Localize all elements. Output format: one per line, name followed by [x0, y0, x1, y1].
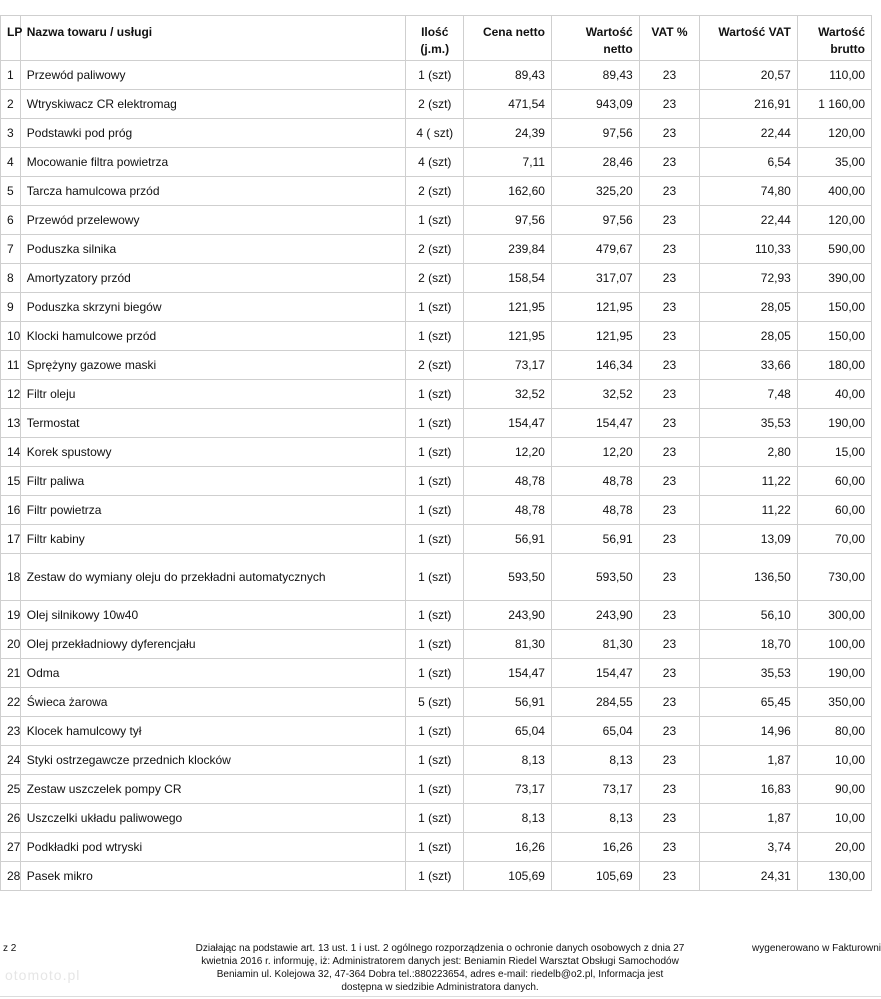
cell-net-price: 158,54: [464, 264, 552, 293]
cell-vat-value: 72,93: [700, 264, 798, 293]
cell-net-price: 105,69: [464, 862, 552, 891]
cell-qty: 4 (szt): [406, 148, 464, 177]
cell-vat-rate: 23: [639, 601, 700, 630]
cell-net-price: 243,90: [464, 601, 552, 630]
cell-net-value: 48,78: [551, 467, 639, 496]
cell-name: Odma: [20, 659, 405, 688]
cell-name: Mocowanie filtra powietrza: [20, 148, 405, 177]
cell-qty: 1 (szt): [406, 659, 464, 688]
col-qty-line2: (j.m.): [420, 42, 450, 56]
cell-vat-rate: 23: [639, 148, 700, 177]
table-row: [1, 322, 872, 351]
cell-vat-rate: 23: [639, 775, 700, 804]
cell-vat-rate: 23: [639, 746, 700, 775]
cell-net-price: 81,30: [464, 630, 552, 659]
cell-name: Tarcza hamulcowa przód: [20, 177, 405, 206]
cell-qty: 1 (szt): [406, 862, 464, 891]
cell-vat-rate: 23: [639, 61, 700, 90]
cell-net-price: 471,54: [464, 90, 552, 119]
cell-lp: 2: [1, 90, 21, 119]
table-row: [1, 688, 872, 717]
cell-lp: 14: [1, 438, 21, 467]
cell-vat-rate: 23: [639, 688, 700, 717]
cell-net-value: 48,78: [551, 496, 639, 525]
cell-qty: 1 (szt): [406, 206, 464, 235]
cell-net-value: 8,13: [551, 804, 639, 833]
cell-lp: 1: [1, 61, 21, 90]
header-row: [1, 16, 872, 61]
col-gross-value-line1: Wartość: [818, 25, 865, 39]
cell-net-value: 154,47: [551, 409, 639, 438]
cell-net-price: 24,39: [464, 119, 552, 148]
table-row: [1, 496, 872, 525]
cell-gross-value: 350,00: [797, 688, 871, 717]
cell-gross-value: 70,00: [797, 525, 871, 554]
cell-net-price: 12,20: [464, 438, 552, 467]
cell-vat-rate: 23: [639, 351, 700, 380]
cell-name: Styki ostrzegawcze przednich klocków: [20, 746, 405, 775]
cell-lp: 16: [1, 496, 21, 525]
cell-net-value: 89,43: [551, 61, 639, 90]
table-row: [1, 90, 872, 119]
cell-vat-value: 3,74: [700, 833, 798, 862]
cell-net-price: 48,78: [464, 467, 552, 496]
cell-lp: 5: [1, 177, 21, 206]
cell-qty: 2 (szt): [406, 264, 464, 293]
generator-note: wygenerowano w Fakturowni: [752, 943, 881, 954]
cell-qty: 2 (szt): [406, 177, 464, 206]
cell-net-value: 317,07: [551, 264, 639, 293]
cell-gross-value: 390,00: [797, 264, 871, 293]
table-row: [1, 467, 872, 496]
table-row: [1, 554, 872, 601]
cell-vat-rate: 23: [639, 804, 700, 833]
cell-lp: 13: [1, 409, 21, 438]
cell-net-value: 479,67: [551, 235, 639, 264]
cell-net-price: 121,95: [464, 322, 552, 351]
cell-qty: 1 (szt): [406, 293, 464, 322]
table-row: [1, 804, 872, 833]
cell-lp: 7: [1, 235, 21, 264]
cell-net-price: 56,91: [464, 525, 552, 554]
col-net-value-line1: Wartość: [585, 25, 633, 39]
cell-net-value: 154,47: [551, 659, 639, 688]
cell-lp: 9: [1, 293, 21, 322]
cell-vat-rate: 23: [639, 177, 700, 206]
cell-net-price: 154,47: [464, 409, 552, 438]
cell-qty: 2 (szt): [406, 90, 464, 119]
cell-gross-value: 180,00: [797, 351, 871, 380]
table-row: [1, 525, 872, 554]
cell-gross-value: 120,00: [797, 206, 871, 235]
cell-name: Filtr kabiny: [20, 525, 405, 554]
table-row: [1, 380, 872, 409]
cell-net-price: 593,50: [464, 554, 552, 601]
cell-vat-value: 20,57: [700, 61, 798, 90]
cell-vat-value: 18,70: [700, 630, 798, 659]
cell-gross-value: 60,00: [797, 467, 871, 496]
cell-lp: 8: [1, 264, 21, 293]
cell-vat-value: 28,05: [700, 322, 798, 351]
cell-vat-value: 56,10: [700, 601, 798, 630]
cell-net-price: 73,17: [464, 775, 552, 804]
cell-gross-value: 35,00: [797, 148, 871, 177]
cell-gross-value: 80,00: [797, 717, 871, 746]
cell-vat-rate: 23: [639, 833, 700, 862]
cell-lp: 24: [1, 746, 21, 775]
cell-vat-rate: 23: [639, 206, 700, 235]
cell-vat-value: 6,54: [700, 148, 798, 177]
cell-net-value: 16,26: [551, 833, 639, 862]
cell-name: Podstawki pod próg: [20, 119, 405, 148]
cell-vat-value: 24,31: [700, 862, 798, 891]
cell-gross-value: 20,00: [797, 833, 871, 862]
page-footer: [0, 938, 881, 999]
table-row: [1, 630, 872, 659]
table-row: [1, 293, 872, 322]
cell-net-price: 8,13: [464, 804, 552, 833]
gdpr-notice: Działając na podstawie art. 13 ust. 1 i ust. 2 ogólnego rozporządzenia o ochronie danych osobowych z dnia 27 kwietnia 2016 r. informuję, iż: Administratorem danych jest: Beniamin Riedel Warsztat Obsługi Samochodów Beniamin ul. Kolejowa 32, 47-364 Dobra tel.:880223654, adres e-mail: riedelb@o2.pl, Informacja jest dostępna w siedzibie Administratora danych.: [195, 943, 685, 993]
cell-vat-rate: 23: [639, 659, 700, 688]
cell-lp: 26: [1, 804, 21, 833]
cell-vat-rate: 23: [639, 438, 700, 467]
cell-gross-value: 120,00: [797, 119, 871, 148]
cell-lp: 12: [1, 380, 21, 409]
cell-vat-value: 14,96: [700, 717, 798, 746]
cell-vat-value: 22,44: [700, 206, 798, 235]
cell-name: Filtr paliwa: [20, 467, 405, 496]
cell-vat-rate: 23: [639, 293, 700, 322]
table-row: [1, 659, 872, 688]
cell-vat-value: 1,87: [700, 746, 798, 775]
cell-lp: 17: [1, 525, 21, 554]
cell-name: Amortyzatory przód: [20, 264, 405, 293]
cell-name: Poduszka skrzyni biegów: [20, 293, 405, 322]
cell-gross-value: 130,00: [797, 862, 871, 891]
cell-name: Poduszka silnika: [20, 235, 405, 264]
cell-qty: 1 (szt): [406, 467, 464, 496]
cell-qty: 1 (szt): [406, 525, 464, 554]
table-header: [1, 16, 872, 61]
cell-qty: 1 (szt): [406, 717, 464, 746]
table-row: [1, 438, 872, 467]
cell-net-value: 97,56: [551, 119, 639, 148]
cell-net-value: 73,17: [551, 775, 639, 804]
col-gross-value: [797, 16, 871, 61]
cell-gross-value: 150,00: [797, 293, 871, 322]
cell-gross-value: 110,00: [797, 61, 871, 90]
cell-gross-value: 190,00: [797, 659, 871, 688]
col-net-price: Cena netto: [464, 16, 552, 61]
cell-lp: 19: [1, 601, 21, 630]
cell-lp: 3: [1, 119, 21, 148]
table-row: [1, 746, 872, 775]
table-row: [1, 775, 872, 804]
cell-vat-value: 2,80: [700, 438, 798, 467]
invoice-items-table: [0, 15, 872, 891]
cell-net-value: 12,20: [551, 438, 639, 467]
cell-lp: 11: [1, 351, 21, 380]
table-row: [1, 264, 872, 293]
cell-net-value: 146,34: [551, 351, 639, 380]
table-row: [1, 148, 872, 177]
cell-vat-rate: 23: [639, 409, 700, 438]
cell-vat-value: 35,53: [700, 409, 798, 438]
cell-net-price: 73,17: [464, 351, 552, 380]
cell-name: Klocek hamulcowy tył: [20, 717, 405, 746]
table-row: [1, 351, 872, 380]
cell-gross-value: 60,00: [797, 496, 871, 525]
cell-qty: 1 (szt): [406, 630, 464, 659]
cell-net-value: 593,50: [551, 554, 639, 601]
cell-qty: 1 (szt): [406, 833, 464, 862]
cell-lp: 6: [1, 206, 21, 235]
cell-net-value: 65,04: [551, 717, 639, 746]
cell-qty: 1 (szt): [406, 746, 464, 775]
cell-lp: 28: [1, 862, 21, 891]
cell-net-value: 56,91: [551, 525, 639, 554]
table-row: [1, 862, 872, 891]
cell-vat-rate: 23: [639, 119, 700, 148]
cell-gross-value: 90,00: [797, 775, 871, 804]
col-name: Nazwa towaru / usługi: [20, 16, 405, 61]
table-row: [1, 206, 872, 235]
cell-vat-rate: 23: [639, 496, 700, 525]
cell-gross-value: 10,00: [797, 804, 871, 833]
cell-net-price: 48,78: [464, 496, 552, 525]
cell-net-price: 16,26: [464, 833, 552, 862]
table-body: [1, 61, 872, 891]
cell-lp: 15: [1, 467, 21, 496]
cell-name: Świeca żarowa: [20, 688, 405, 717]
cell-net-price: 7,11: [464, 148, 552, 177]
cell-net-value: 243,90: [551, 601, 639, 630]
cell-name: Zestaw uszczelek pompy CR: [20, 775, 405, 804]
cell-name: Filtr powietrza: [20, 496, 405, 525]
cell-name: Olej przekładniowy dyferencjału: [20, 630, 405, 659]
cell-vat-rate: 23: [639, 235, 700, 264]
cell-net-value: 8,13: [551, 746, 639, 775]
cell-vat-value: 65,45: [700, 688, 798, 717]
cell-net-price: 32,52: [464, 380, 552, 409]
cell-qty: 1 (szt): [406, 380, 464, 409]
cell-gross-value: 190,00: [797, 409, 871, 438]
cell-gross-value: 730,00: [797, 554, 871, 601]
cell-vat-value: 1,87: [700, 804, 798, 833]
cell-vat-rate: 23: [639, 380, 700, 409]
cell-qty: 1 (szt): [406, 775, 464, 804]
cell-vat-value: 74,80: [700, 177, 798, 206]
cell-name: Filtr oleju: [20, 380, 405, 409]
cell-vat-value: 11,22: [700, 467, 798, 496]
cell-gross-value: 150,00: [797, 322, 871, 351]
cell-lp: 20: [1, 630, 21, 659]
cell-net-value: 121,95: [551, 322, 639, 351]
cell-qty: 1 (szt): [406, 61, 464, 90]
cell-gross-value: 10,00: [797, 746, 871, 775]
col-net-value-line2: netto: [603, 42, 633, 56]
cell-name: Wtryskiwacz CR elektromag: [20, 90, 405, 119]
cell-gross-value: 400,00: [797, 177, 871, 206]
table-row: [1, 61, 872, 90]
table-row: [1, 717, 872, 746]
cell-net-price: 121,95: [464, 293, 552, 322]
cell-name: Klocki hamulcowe przód: [20, 322, 405, 351]
col-lp: LP: [1, 16, 21, 61]
cell-vat-value: 110,33: [700, 235, 798, 264]
cell-lp: 22: [1, 688, 21, 717]
cell-qty: 2 (szt): [406, 235, 464, 264]
cell-lp: 4: [1, 148, 21, 177]
cell-vat-rate: 23: [639, 467, 700, 496]
cell-name: Przewód paliwowy: [20, 61, 405, 90]
cell-qty: 5 (szt): [406, 688, 464, 717]
cell-name: Korek spustowy: [20, 438, 405, 467]
cell-gross-value: 300,00: [797, 601, 871, 630]
cell-vat-rate: 23: [639, 90, 700, 119]
cell-net-price: 239,84: [464, 235, 552, 264]
cell-net-price: 56,91: [464, 688, 552, 717]
cell-qty: 1 (szt): [406, 409, 464, 438]
cell-lp: 25: [1, 775, 21, 804]
cell-lp: 18: [1, 554, 21, 601]
table-row: [1, 409, 872, 438]
cell-net-value: 81,30: [551, 630, 639, 659]
cell-net-price: 97,56: [464, 206, 552, 235]
cell-qty: 1 (szt): [406, 438, 464, 467]
table-row: [1, 177, 872, 206]
watermark: otomoto.pl: [5, 967, 81, 983]
cell-name: Pasek mikro: [20, 862, 405, 891]
cell-vat-value: 13,09: [700, 525, 798, 554]
cell-vat-rate: 23: [639, 717, 700, 746]
cell-vat-rate: 23: [639, 322, 700, 351]
cell-net-price: 154,47: [464, 659, 552, 688]
cell-vat-value: 136,50: [700, 554, 798, 601]
cell-net-price: 162,60: [464, 177, 552, 206]
cell-name: Sprężyny gazowe maski: [20, 351, 405, 380]
page-number: z 2: [3, 943, 17, 954]
col-qty-line1: Ilość: [421, 25, 449, 39]
cell-net-value: 105,69: [551, 862, 639, 891]
cell-qty: 1 (szt): [406, 601, 464, 630]
cell-gross-value: 590,00: [797, 235, 871, 264]
cell-vat-value: 33,66: [700, 351, 798, 380]
cell-vat-rate: 23: [639, 630, 700, 659]
bottom-divider: [0, 996, 881, 997]
cell-vat-value: 11,22: [700, 496, 798, 525]
cell-name: Olej silnikowy 10w40: [20, 601, 405, 630]
cell-net-price: 89,43: [464, 61, 552, 90]
cell-name: Uszczelki układu paliwowego: [20, 804, 405, 833]
cell-net-value: 97,56: [551, 206, 639, 235]
cell-lp: 10: [1, 322, 21, 351]
col-qty: [406, 16, 464, 61]
cell-qty: 1 (szt): [406, 554, 464, 601]
cell-vat-rate: 23: [639, 264, 700, 293]
cell-net-value: 32,52: [551, 380, 639, 409]
cell-net-value: 284,55: [551, 688, 639, 717]
cell-name: Zestaw do wymiany oleju do przekładni automatycznych: [20, 554, 405, 601]
cell-vat-value: 28,05: [700, 293, 798, 322]
cell-gross-value: 100,00: [797, 630, 871, 659]
cell-vat-value: 35,53: [700, 659, 798, 688]
cell-vat-value: 22,44: [700, 119, 798, 148]
cell-lp: 27: [1, 833, 21, 862]
cell-name: Termostat: [20, 409, 405, 438]
cell-net-price: 65,04: [464, 717, 552, 746]
cell-name: Podkładki pod wtryski: [20, 833, 405, 862]
table-row: [1, 833, 872, 862]
cell-net-value: 28,46: [551, 148, 639, 177]
cell-net-value: 121,95: [551, 293, 639, 322]
cell-net-value: 325,20: [551, 177, 639, 206]
table-row: [1, 235, 872, 264]
cell-net-value: 943,09: [551, 90, 639, 119]
cell-gross-value: 40,00: [797, 380, 871, 409]
table-row: [1, 119, 872, 148]
cell-qty: 4 ( szt): [406, 119, 464, 148]
cell-vat-value: 216,91: [700, 90, 798, 119]
cell-qty: 1 (szt): [406, 804, 464, 833]
cell-lp: 21: [1, 659, 21, 688]
cell-net-price: 8,13: [464, 746, 552, 775]
cell-lp: 23: [1, 717, 21, 746]
cell-name: Przewód przelewowy: [20, 206, 405, 235]
table-row: [1, 601, 872, 630]
cell-gross-value: 15,00: [797, 438, 871, 467]
cell-gross-value: 1 160,00: [797, 90, 871, 119]
cell-vat-rate: 23: [639, 554, 700, 601]
cell-qty: 2 (szt): [406, 351, 464, 380]
cell-qty: 1 (szt): [406, 496, 464, 525]
cell-vat-value: 16,83: [700, 775, 798, 804]
cell-vat-value: 7,48: [700, 380, 798, 409]
cell-vat-rate: 23: [639, 525, 700, 554]
col-vat-rate: VAT %: [639, 16, 700, 61]
col-net-value: [551, 16, 639, 61]
col-vat-value: Wartość VAT: [700, 16, 798, 61]
col-gross-value-line2: brutto: [830, 42, 865, 56]
cell-qty: 1 (szt): [406, 322, 464, 351]
cell-vat-rate: 23: [639, 862, 700, 891]
